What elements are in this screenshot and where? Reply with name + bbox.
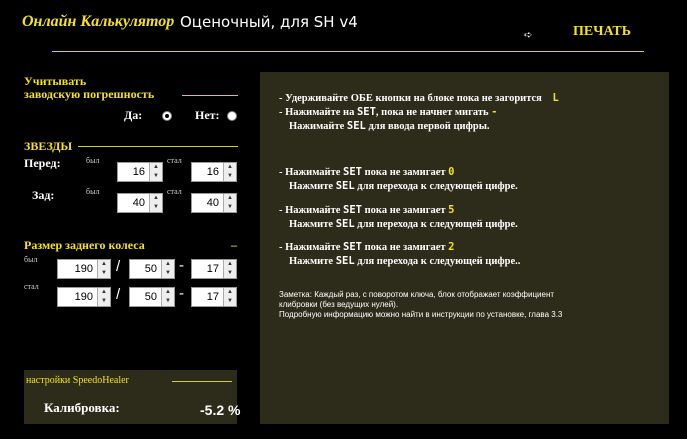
instruction-digit1 <box>279 166 455 178</box>
print-button[interactable]: ПЕЧАТЬ <box>573 24 631 39</box>
digit2-line2-key: SEL <box>335 218 355 230</box>
spin-down-icon[interactable]: ▼ <box>98 269 110 278</box>
stars-divider <box>78 146 238 147</box>
wheel-became-rim: 17 <box>206 291 219 303</box>
spin-up-icon[interactable]: ▲ <box>98 288 110 297</box>
instruction-digit1-line2 <box>289 180 518 192</box>
digit1-line2-prefix: Нажмите <box>289 181 334 192</box>
front-became-input[interactable] <box>191 162 237 182</box>
wheel-was-rim-input[interactable] <box>191 259 237 279</box>
front-was-input[interactable] <box>117 162 163 182</box>
digit1-code: 0 <box>448 166 455 178</box>
calibration-label: Калибровка: <box>44 400 120 415</box>
instruction-digit2 <box>279 204 455 216</box>
step2b-key: SEL <box>346 120 366 132</box>
digit1-line2-suffix: для перехода к следующей цифре. <box>357 181 518 192</box>
step1-code: L <box>552 92 559 104</box>
instruction-digit3 <box>279 241 455 253</box>
tolerance-divider <box>182 95 238 96</box>
wheel-was-slash: / <box>116 258 121 275</box>
digit1-prefix: - Нажимайте <box>279 167 341 178</box>
app-subtitle: Оценочный, для SH v4 <box>180 13 358 31</box>
front-was-value: 16 <box>132 166 145 178</box>
spin-down-icon[interactable]: ▼ <box>224 269 236 278</box>
rear-was-value: 40 <box>132 197 145 209</box>
front-sprocket-label: Перед: <box>24 156 61 170</box>
digit2-line2-prefix: Нажмите <box>289 219 334 230</box>
spin-up-icon[interactable]: ▲ <box>98 260 110 269</box>
digit2-line2-suffix: для перехода к следующей цифре. <box>357 219 518 230</box>
front-became-value: 16 <box>206 166 219 178</box>
digit1-line2-key: SEL <box>335 180 355 192</box>
digit2-code: 5 <box>448 204 455 216</box>
instruction-step2 <box>279 106 497 118</box>
spin-down-icon[interactable]: ▼ <box>224 203 236 212</box>
instruction-digit3-line2 <box>289 255 520 267</box>
spin-up-icon[interactable]: ▲ <box>150 163 162 172</box>
wheel-became-slash: / <box>116 286 121 303</box>
digit3-key: SET <box>343 241 362 253</box>
calibration-divider <box>172 381 232 382</box>
wheel-was-label: был <box>24 255 38 264</box>
wheel-title-dash: – <box>231 238 237 252</box>
wheel-became-profile: 50 <box>144 291 157 303</box>
rear-became-input[interactable] <box>191 193 237 213</box>
front-was-label: был <box>86 156 100 165</box>
digit3-mid: пока не замигает <box>364 242 446 253</box>
step2-code: - <box>491 106 498 118</box>
wheel-was-width: 190 <box>74 263 93 275</box>
digit2-mid: пока не замигает <box>364 205 446 216</box>
spin-down-icon[interactable]: ▼ <box>162 269 174 278</box>
wheel-became-profile-input[interactable] <box>129 287 175 307</box>
tolerance-title-line1: Учитывать <box>24 74 87 88</box>
tolerance-yes-radio[interactable] <box>162 111 172 121</box>
rear-was-label: был <box>86 187 100 196</box>
note-line3: Подробную информацию можно найти в инструкции по установке, глава 3.3 <box>279 310 563 319</box>
digit3-line2-suffix: для перехода к следующей цифре.. <box>357 256 521 267</box>
instruction-digit2-line2 <box>289 218 518 230</box>
note-line1: Заметка: Каждый раз, с поворотом ключа, блок отображает коэффициент <box>279 290 555 299</box>
digit2-key: SET <box>343 204 362 216</box>
tolerance-no-label: Нет: <box>195 108 220 122</box>
app-brand: Онлайн Калькулятор <box>22 13 175 30</box>
spin-up-icon[interactable]: ▲ <box>224 163 236 172</box>
digit3-line2-prefix: Нажмите <box>289 256 334 267</box>
note-line2: клибровки (без ведущих нулей). <box>279 300 399 309</box>
spin-up-icon[interactable]: ▲ <box>224 194 236 203</box>
wheel-became-dash: - <box>179 285 184 302</box>
spin-up-icon[interactable]: ▲ <box>162 288 174 297</box>
rear-became-label: стал <box>167 187 182 196</box>
wheel-was-rim: 17 <box>206 263 219 275</box>
digit1-mid: пока не замигает <box>364 167 446 178</box>
spin-up-icon[interactable]: ▲ <box>224 288 236 297</box>
spin-up-icon[interactable]: ▲ <box>224 260 236 269</box>
rear-was-input[interactable] <box>117 193 163 213</box>
instruction-step1 <box>279 92 559 104</box>
wheel-was-dash: - <box>179 257 184 274</box>
wheel-became-width-input[interactable] <box>57 287 111 307</box>
wheel-title: Размер заднего колеса <box>24 238 145 252</box>
wheel-was-profile: 50 <box>144 263 157 275</box>
spin-down-icon[interactable]: ▼ <box>224 297 236 306</box>
step1-text: - Удерживайте ОБЕ кнопки на блоке пока не загорится <box>279 93 542 104</box>
digit3-code: 2 <box>448 241 455 253</box>
step2-prefix: - Нажимайте на <box>279 107 355 118</box>
tolerance-no-radio[interactable] <box>227 111 237 121</box>
spin-down-icon[interactable]: ▼ <box>150 172 162 181</box>
spin-down-icon[interactable]: ▼ <box>150 203 162 212</box>
tolerance-title-line2: заводскую погрешность <box>24 87 155 101</box>
stars-title: ЗВЕЗДЫ <box>24 139 73 153</box>
rear-became-value: 40 <box>206 197 219 209</box>
step2-key: SET <box>356 106 376 118</box>
wheel-was-profile-input[interactable] <box>129 259 175 279</box>
calibration-header: настройки SpeedoHealer <box>26 375 129 386</box>
calibration-value: -5.2 % <box>200 402 241 418</box>
digit3-line2-key: SEL <box>335 255 355 267</box>
front-became-label: стал <box>167 156 182 165</box>
step2b-suffix: для ввода первой цифры. <box>368 121 490 132</box>
spin-down-icon[interactable]: ▼ <box>98 297 110 306</box>
spin-down-icon[interactable]: ▼ <box>162 297 174 306</box>
digit2-prefix: - Нажимайте <box>279 205 341 216</box>
wheel-became-rim-input[interactable] <box>191 287 237 307</box>
step2-suffix: , пока не начнет мигать <box>375 107 489 118</box>
tolerance-yes-label: Да: <box>124 108 143 122</box>
wheel-became-width: 190 <box>74 291 93 303</box>
digit1-key: SET <box>343 166 362 178</box>
arrow-icon: ➪ <box>524 30 533 41</box>
instruction-step2b <box>289 120 490 132</box>
step2b-prefix: Нажимайте <box>289 121 345 132</box>
rear-sprocket-label: Зад: <box>32 188 55 202</box>
spin-up-icon[interactable]: ▲ <box>150 194 162 203</box>
wheel-became-label: стал <box>24 282 39 291</box>
digit3-prefix: - Нажимайте <box>279 242 341 253</box>
spin-down-icon[interactable]: ▼ <box>224 172 236 181</box>
spin-up-icon[interactable]: ▲ <box>162 260 174 269</box>
wheel-was-width-input[interactable] <box>57 259 111 279</box>
header-divider <box>52 51 644 52</box>
